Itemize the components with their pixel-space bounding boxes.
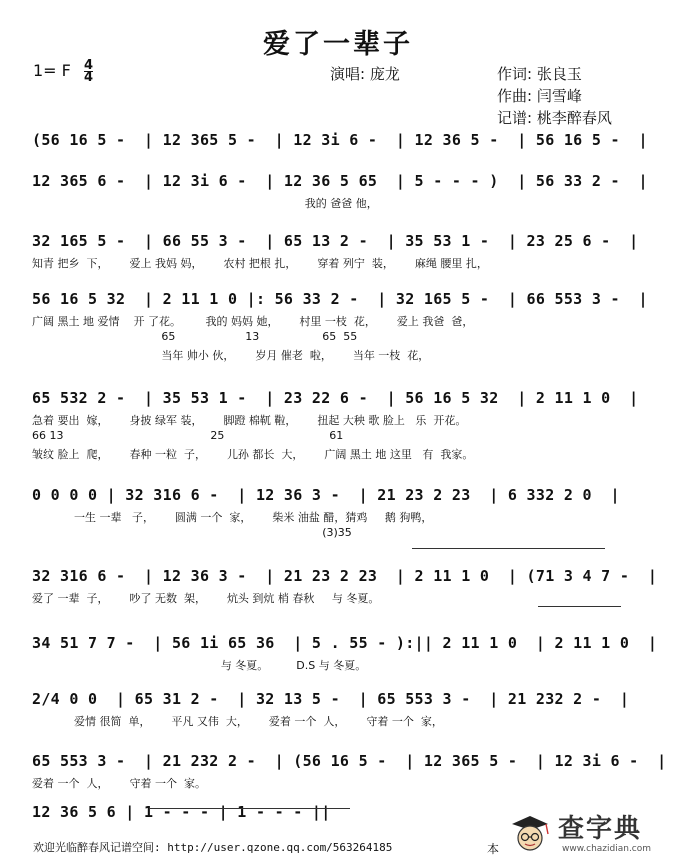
lyric-line: 我的 爸爸 他， (32, 197, 378, 210)
lyric-line: (3)35 (32, 526, 352, 539)
watermark-logo (508, 808, 668, 860)
notation-line: 34 51 7 7 - | 56 1i 65 36 | 5 . 55 - ):|| 2 11 1 0 | 2 11 1 0 | (32, 634, 658, 652)
lyric-line: 急着 要出 嫁， 身披 绿军 装， 脚蹬 棉靰 鞡， 扭起 大秧 歌 脸上 乐 开花。 (32, 414, 467, 427)
notation-line: 12 365 6 - | 12 3i 6 - | 12 36 5 65 | 5 - - - ) | 56 33 2 - | (32, 172, 648, 190)
lyric-line: 知青 把乡 下， 爱上 我妈 妈， 农村 把根 扎， 穿着 列宁 装， 麻绳 腰里 扎， (32, 257, 488, 270)
time-top: 4 (83, 58, 94, 73)
composer-credit: 作曲: 闫雪峰 (497, 87, 582, 105)
scholar-mascot-icon (508, 810, 552, 854)
lyric-line: 与 冬夏。 D.S 与 冬夏。 (32, 659, 367, 672)
ending-bracket (150, 808, 350, 809)
notation-line: 0 0 0 0 | 32 316 6 - | 12 36 3 - | 21 23 2 23 | 6 332 2 0 | (32, 486, 620, 504)
lyric-line: 皱纹 脸上 爬， 春种 一粒 子， 儿孙 都长 大， 广阔 黑土 地 这里 有 我家。 (32, 448, 474, 461)
lyric-line: 爱了 一辈 子， 吵了 无数 架， 炕头 到炕 梢 春秋 与 冬夏。 (32, 592, 380, 605)
watermark-url: www.chazidian.com (562, 844, 652, 854)
key-label: 1= F (33, 61, 71, 80)
notation-line: 32 316 6 - | 12 36 3 - | 21 23 2 23 | 2 11 1 0 | (71 3 4 7 - | (32, 567, 658, 585)
footer-text: 欢迎光临醉春风记谱空间: http://user.qzone.qq.com/563264185 (33, 841, 393, 854)
notation-line: 65 553 3 - | 21 232 2 - | (56 16 5 - | 12 365 5 - | 12 3i 6 - | (32, 752, 667, 770)
lyricist-credit: 作词: 张良玉 (497, 65, 582, 83)
notation-line: 12 36 5 6 | 1 - - - | 1 - - - || (32, 803, 331, 821)
notation-line: 56 16 5 32 | 2 11 1 0 |: 56 33 2 - | 32 165 5 - | 66 553 3 - | (32, 290, 648, 308)
page-mark: 本 (487, 842, 500, 856)
notation-line: 2/4 0 0 | 65 31 2 - | 32 13 5 - | 65 553 3 - | 21 232 2 - | (32, 690, 630, 708)
lyric-line: 一生 一辈 子， 圆满 一个 家， 柴米 油盐 醋，猜鸡 鹅 狗鸭， (32, 511, 433, 524)
lyric-line: 爱着 一个 人， 守着 一个 家。 (32, 777, 206, 790)
lyric-line: 65 13 65 55 (32, 330, 358, 343)
notation-line: (56 16 5 - | 12 365 5 - | 12 3i 6 - | 12 36 5 - | 56 16 5 - | (32, 131, 648, 149)
lyric-line: 当年 帅小 伙， 岁月 催老 啦， 当年 一枝 花， (32, 349, 430, 362)
time-bottom: 4 (83, 70, 94, 85)
notation-line: 32 165 5 - | 66 55 3 - | 65 13 2 - | 35 53 1 - | 23 25 6 - | (32, 232, 639, 250)
watermark-brand: 查字典 (558, 814, 643, 844)
lyric-line: 66 13 25 61 (32, 429, 344, 442)
lyric-line: 爱情 很简 单， 平凡 又伟 大， 爱着 一个 人， 守着 一个 家， (32, 715, 443, 728)
song-title: 爱了一辈子 (263, 29, 413, 60)
notation-line: 65 532 2 - | 35 53 1 - | 23 22 6 - | 56 16 5 32 | 2 11 1 0 | (32, 389, 639, 407)
key-signature (33, 60, 93, 83)
time-signature (84, 60, 93, 83)
transcriber-credit: 记谱: 桃李醉春风 (497, 109, 612, 127)
ending-bracket (538, 606, 621, 607)
ending-bracket (412, 548, 605, 549)
singer-credit: 演唱: 庞龙 (330, 65, 400, 83)
lyric-line: 广阔 黑土 地 爱情 开 了花。 我的 妈妈 她， 村里 一枝 花， 爱上 我爸 爸， (32, 315, 474, 328)
